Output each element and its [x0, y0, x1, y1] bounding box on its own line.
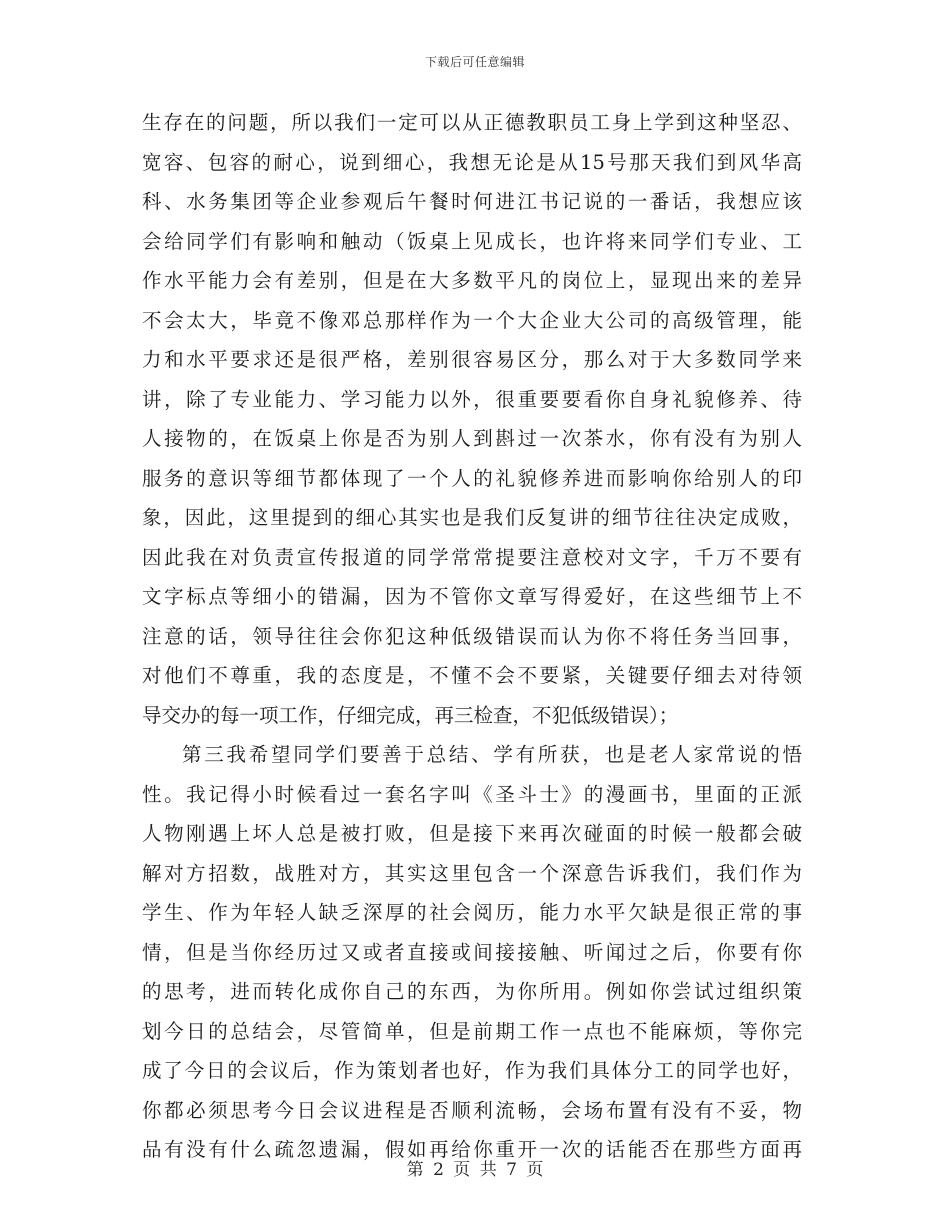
text-line: 人接物的，在饭桌上你是否为别人到斟过一次茶水，你有没有为别人 [142, 427, 802, 450]
text-line: 成了今日的会议后，作为策划者也好，作为我们具体分工的同学也好， [142, 1059, 802, 1082]
text-line: 象，因此，这里提到的细心其实也是我们反复讲的细节往往决定成败， [142, 506, 802, 529]
text-line: 力和水平要求还是很严格，差别很容易区分，那么对于大多数同学来 [142, 348, 802, 371]
text-line: 划今日的总结会，尽管简单，但是前期工作一点也不能麻烦，等你完 [142, 1019, 802, 1043]
text-line: 生存在的问题，所以我们一定可以从正德教职员工身上学到这种坚忍、 [142, 111, 802, 134]
text-line: 作水平能力会有差别，但是在大多数平凡的岗位上，显现出来的差异 [142, 269, 802, 292]
text-line: 你都必须思考今日会议进程是否顺利流畅，会场布置有没有不妥，物 [142, 1098, 802, 1122]
text-line: 宽容、包容的耐心，说到细心，我想无论是从15号那天我们到风华高 [142, 150, 802, 174]
document-body [142, 103, 802, 1170]
text-line: 科、水务集团等企业参观后午餐时何进江书记说的一番话，我想应该 [142, 190, 802, 213]
text-line: 因此我在对负责宣传报道的同学常常提要注意校对文字，千万不要有 [142, 545, 802, 569]
text-line: 对他们不尊重，我的态度是，不懂不会不要紧，关键要仔细去对待领 [142, 664, 802, 687]
text-line: 性。我记得小时候看过一套名字叫《圣斗士》的漫画书，里面的正派 [142, 782, 802, 806]
page-header-note: 下载后可任意编辑 [424, 55, 525, 69]
text-line: 服务的意识等细节都体现了一个人的礼貌修养进而影响你给别人的印 [142, 466, 802, 490]
text-line: 会给同学们有影响和触动（饭桌上见成长，也许将来同学们专业、工 [142, 229, 802, 253]
paragraph-end-line: 导交办的每一项工作，仔细完成，再三检查，不犯低级错误）； [142, 703, 679, 727]
paragraph-start-line: 第三我希望同学们要善于总结、学有所获，也是老人家常说的悟 [182, 743, 802, 766]
text-line: 的思考，进而转化成你自己的东西，为你所用。例如你尝试过组织策 [142, 980, 802, 1003]
text-line: 情，但是当你经历过又或者直接或间接接触、听闻过之后，你要有你 [142, 940, 802, 964]
text-line: 解对方招数，战胜对方，其实这里包含一个深意告诉我们，我们作为 [142, 861, 802, 885]
text-line: 人物刚遇上坏人总是被打败，但是接下来再次碰面的时候一般都会破 [142, 822, 802, 845]
text-line: 文字标点等细小的错漏，因为不管你文章写得爱好，在这些细节上不 [142, 585, 802, 608]
text-line: 不会太大，毕竟不像邓总那样作为一个大企业大公司的高级管理，能 [142, 308, 802, 332]
page-number-footer: 第 2 页 共 7 页 [406, 1160, 544, 1180]
text-line: 注意的话，领导往往会你犯这种低级错误而认为你不将任务当回事， [142, 624, 802, 648]
text-line: 品有没有什么疏忽遗漏，假如再给你重开一次的话能否在那些方面再 [142, 1138, 802, 1161]
text-line: 学生、作为年轻人缺乏深厚的社会阅历，能力水平欠缺是很正常的事 [142, 901, 802, 924]
text-line: 讲，除了专业能力、学习能力以外，很重要要看你自身礼貌修养、待 [142, 387, 802, 411]
